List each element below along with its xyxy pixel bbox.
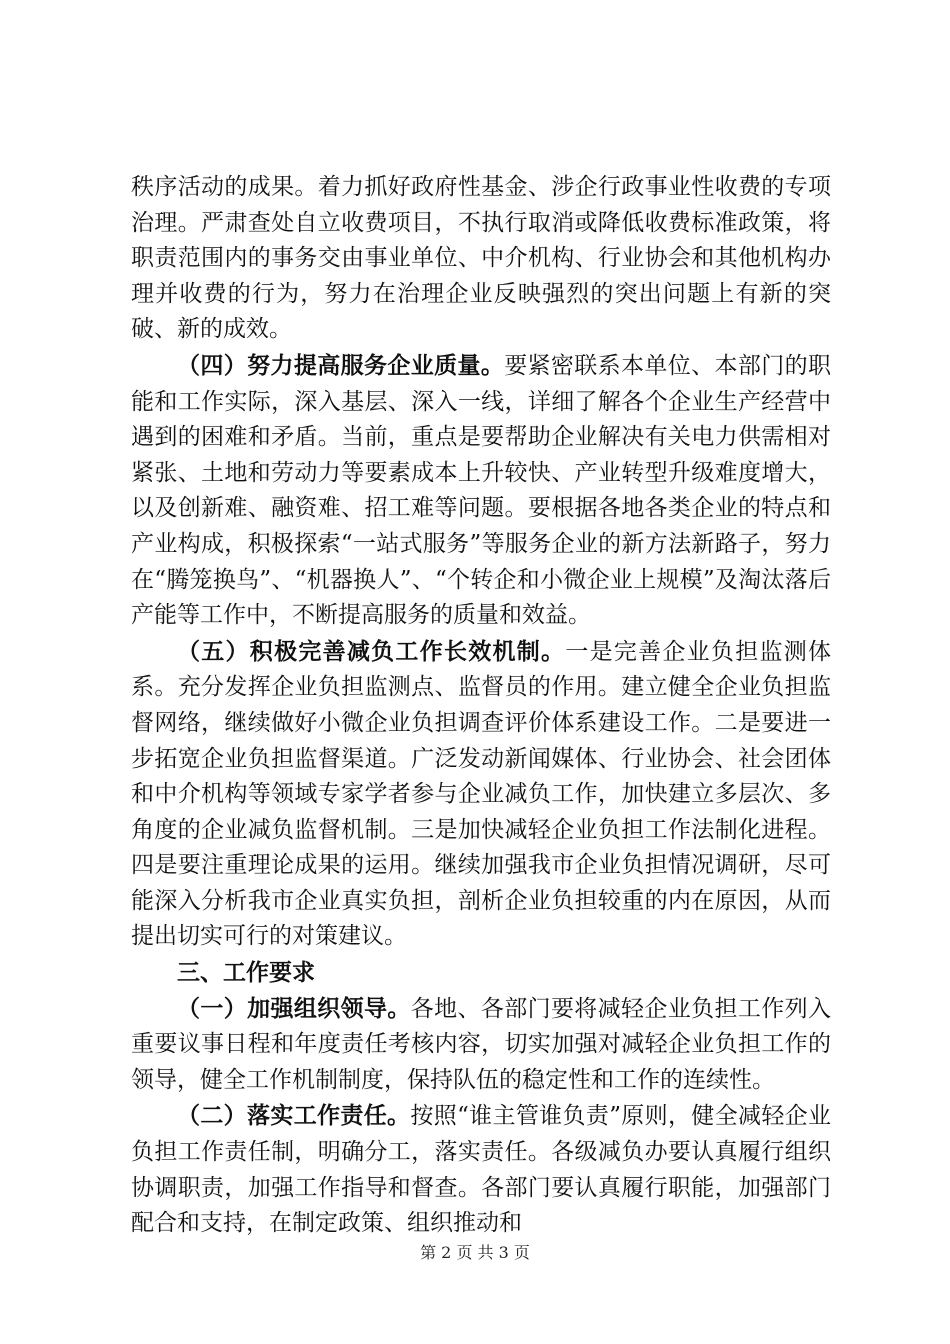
paragraph-heading: （二）落实工作责任。 [177,1102,411,1130]
page-number-footer: 第 2 页 共 3 页 [420,1243,530,1262]
paragraph-organization-leadership [131,991,831,1099]
paragraph-text: 一是完善企业负担监测体系。充分发挥企业负担监测点、监督员的作用。建立健全企业负担监督网络，继续做好小微企业负担调查评价体系建设工作。二是要进一步拓宽企业负担监督渠道。广泛发动新闻媒体、行业协会、社会团体和中介机构等领域专家学者参与企业减负工作，加快建立多层次、多角度的企业减负监督机制。三是加快减轻企业负担工作法制化进程。四是要注重理论成果的运用。继续加强我市企业负担情况调研，尽可能深入分析我市企业真实负担，剖析企业负担较重的内在原因，从而提出切实可行的对策建议。 [131,638,832,950]
paragraph-heading: （四）努力提高服务企业质量。 [177,351,505,379]
paragraph-text: 要紧密联系本单位、本部门的职能和工作实际，深入基层、深入一线，详细了解各个企业生产经营中遇到的困难和矛盾。当前，重点是要帮助企业解决有关电力供需相对紧张、土地和劳动力等要素成本上升较快、产业转型升级难度增大，以及创新难、融资难、招工难等问题。要根据各地各类企业的特点和产业构成，积极探索“一站式服务”等服务企业的新方法新路子，努力在“腾笼换鸟”、“机器换人”、“个转企和小微企业上规模”及淘汰落后产能等工作中，不断提高服务的质量和效益。 [131,352,832,629]
document-body [131,170,831,1242]
paragraph-work-responsibility [131,1098,831,1241]
paragraph-heading: （一）加强组织领导。 [177,994,411,1022]
paragraph-text: 各地、各部门要将减轻企业负担工作列入重要议事日程和年度责任考核内容，切实加强对减轻企业负担工作的领导，健全工作机制制度，保持队伍的稳定性和工作的连续性。 [131,995,832,1093]
paragraph-long-term-mechanism [131,634,831,955]
paragraph-text: 按照“谁主管谁负责”原则，健全减轻企业负担工作责任制，明确分工，落实责任。各级减负办要认真履行组织协调职责，加强工作指导和督查。各部门要认真履行职能，加强部门配合和支持，在制定政策、组织推动和 [131,1103,831,1237]
paragraph-service-quality [131,348,831,634]
paragraph-continuation [131,170,831,348]
section-title: 三、工作要求 [177,959,315,987]
paragraph-text: 秩序活动的成果。着力抓好政府性基金、涉企行政事业性收费的专项治理。严肃查处自立收费项目，不执行取消或降低收费标准政策，将职责范围内的事务交由事业单位、中介机构、行业协会和其他机构办理并收费的行为，努力在治理企业反映强烈的突出问题上有新的突破、新的成效。 [131,174,831,343]
paragraph-heading: （五）积极完善减负工作长效机制。 [177,637,566,665]
